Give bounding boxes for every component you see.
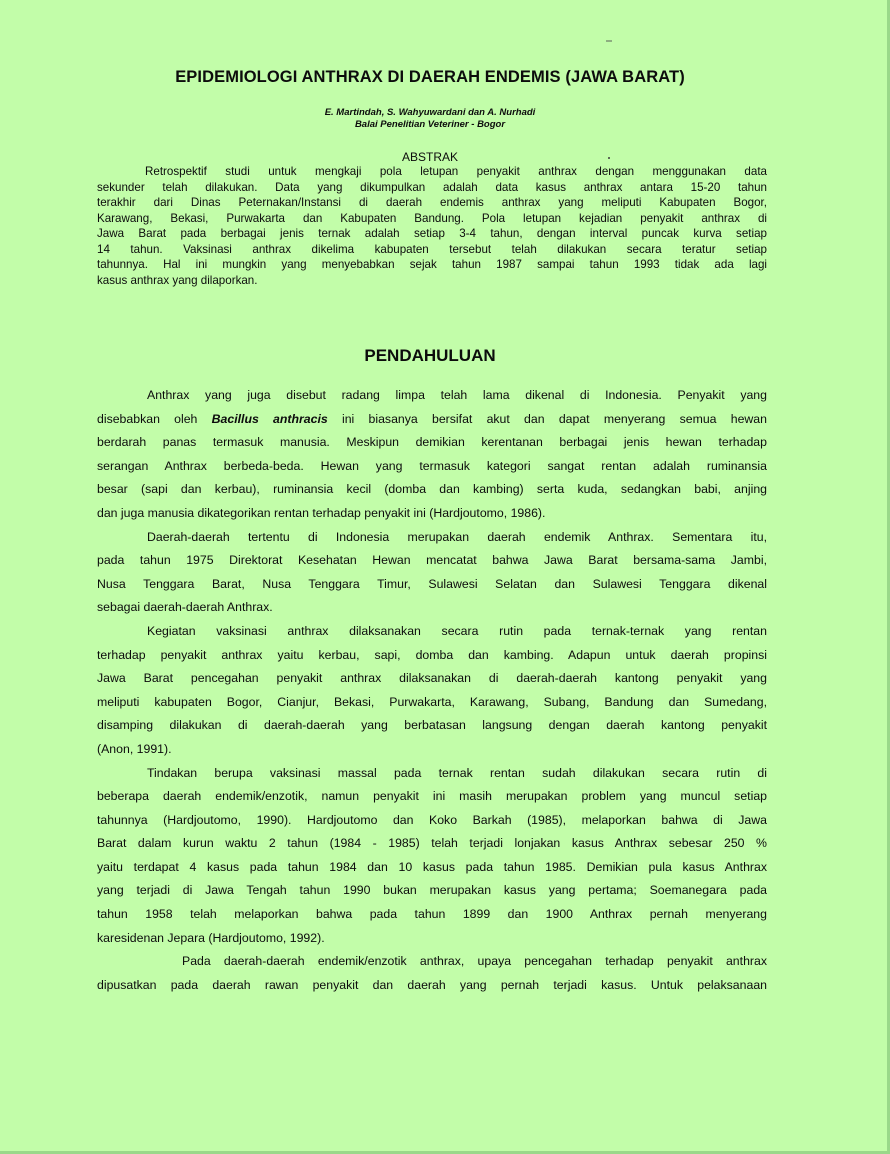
abstract-line: tahunnya. Hal ini mungkin yang menyebabkan sejak tahun 1987 sampai tahun 1993 tidak ada lagi — [97, 258, 767, 271]
body-line: serangan Anthrax berbeda-beda. Hewan yang termasuk kategori sangat rentan adalah ruminansia — [97, 458, 767, 473]
body-line: pada tahun 1975 Direktorat Kesehatan Hewan mencatat bahwa Jawa Barat bersama-sama Jambi, — [97, 553, 767, 568]
body-line: beberapa daerah endemik/enzotik, namun penyakit ini masih merupakan problem yang muncul setiap — [97, 789, 767, 804]
body-text-span: disebabkan oleh — [97, 411, 212, 426]
body-line: yaitu terdapat 4 kasus pada tahun 1984 dan 10 kasus pada tahun 1985. Demikian pula kasus Anthrax — [97, 859, 767, 874]
abstract-text — [97, 164, 767, 288]
body-text-span: ini biasanya bersifat akut dan dapat menyerang semua hewan — [327, 411, 767, 426]
body-line: disamping dilakukan di daerah-daerah yang berbatasan langsung dengan daerah kantong penyakit — [97, 718, 767, 733]
author-block — [0, 107, 860, 131]
body-text — [97, 384, 767, 997]
abstract-line: Jawa Barat pada berbagai jenis ternak adalah setiap 3-4 tahun, dengan interval puncak kurva setiap — [97, 227, 767, 240]
body-line: Barat dalam kurun waktu 2 tahun (1984 - 1985) telah terjadi lonjakan kasus Anthrax sebesar 250 % — [97, 836, 767, 851]
body-line: terhadap penyakit anthrax yaitu kerbau, sapi, domba dan kambing. Adapun untuk daerah propinsi — [97, 647, 767, 662]
abstract-line: terakhir dari Dinas Peternakan/Instansi di daerah endemis anthrax yang meliputi Kabupaten Bogor, — [97, 196, 767, 209]
abstract-heading: ABSTRAK — [401, 150, 458, 164]
body-line: Daerah-daerah tertentu di Indonesia merupakan daerah endemik Anthrax. Sementara itu, — [147, 529, 767, 544]
authors: E. Martindah, S. Wahyuwardani dan A. Nurhadi — [324, 107, 536, 118]
abstract-line: 14 tahun. Vaksinasi anthrax dikelima kabupaten tersebut telah dilakukan secara teratur setiap — [97, 242, 767, 256]
body-line: berdarah panas termasuk manusia. Meskipun demikian kerentanan berbagai jenis hewan terhadap — [97, 435, 767, 450]
body-line: Nusa Tenggara Barat, Nusa Tenggara Timur, Sulawesi Selatan dan Sulawesi Tenggara dikenal — [97, 576, 767, 591]
body-line: Tindakan berupa vaksinasi massal pada ternak rentan sudah dilakukan secara rutin di — [147, 765, 767, 780]
paper-title: EPIDEMIOLOGI ANTHRAX DI DAERAH ENDEMIS (JAWA BARAT) — [175, 68, 685, 86]
abstract-line: kasus anthrax yang dilaporkan. — [97, 273, 258, 287]
affiliation: Balai Penelitian Veteriner - Bogor — [354, 119, 506, 130]
scan-speck — [606, 40, 612, 42]
body-line: karesidenan Jepara (Hardjoutomo, 1992). — [97, 930, 325, 945]
abstract-line: sekunder telah dilakukan. Data yang dikumpulkan adalah data kasus anthrax antara 15-20 tahun — [97, 180, 767, 194]
section-heading: PENDAHULUAN — [364, 346, 496, 365]
body-line: dan juga manusia dikategorikan rentan terhadap penyakit ini (Hardjoutomo, 1986). — [97, 505, 546, 520]
abstract-line: Karawang, Bekasi, Purwakarta dan Kabupaten Bandung. Pola letupan kejadian penyakit anthrax di — [97, 211, 767, 225]
species-name: Bacillus anthracis — [211, 411, 328, 426]
body-line: besar (sapi dan kerbau), ruminansia kecil (domba dan kambing) serta kuda, sedangkan babi, anjing — [97, 482, 767, 497]
body-line: tahun 1958 telah melaporkan bahwa pada tahun 1899 dan 1900 Anthrax pernah menyerang — [97, 907, 767, 922]
body-line: Anthrax yang juga disebut radang limpa telah lama dikenal di Indonesia. Penyakit yang — [147, 388, 767, 402]
body-line: yang terjadi di Jawa Tengah tahun 1990 bukan merupakan kasus yang pertama; Soemanegara pada — [97, 883, 767, 898]
abstract-line: Retrospektif studi untuk mengkaji pola letupan penyakit anthrax dengan menggunakan data — [145, 165, 767, 178]
body-line — [97, 408, 767, 432]
body-line: meliputi kabupaten Bogor, Cianjur, Bekasi, Purwakarta, Karawang, Subang, Bandung dan Sumedang, — [97, 694, 767, 709]
body-line: (Anon, 1991). — [97, 741, 172, 756]
body-line: sebagai daerah-daerah Anthrax. — [97, 600, 273, 615]
body-line: tahunnya (Hardjoutomo, 1990). Hardjoutomo dan Koko Barkah (1985), melaporkan bahwa di Jawa — [97, 812, 767, 827]
body-line: Jawa Barat pencegahan penyakit anthrax dilaksanakan di daerah-daerah kantong penyakit yang — [97, 671, 767, 686]
body-line: dipusatkan pada daerah rawan penyakit dan daerah yang pernah terjadi kasus. Untuk pelaksanaan — [97, 977, 767, 992]
body-line: Kegiatan vaksinasi anthrax dilaksanakan secara rutin pada ternak-ternak yang rentan — [147, 623, 767, 638]
body-line: Pada daerah-daerah endemik/enzotik anthrax, upaya pencegahan terhadap penyakit anthrax — [182, 954, 767, 969]
